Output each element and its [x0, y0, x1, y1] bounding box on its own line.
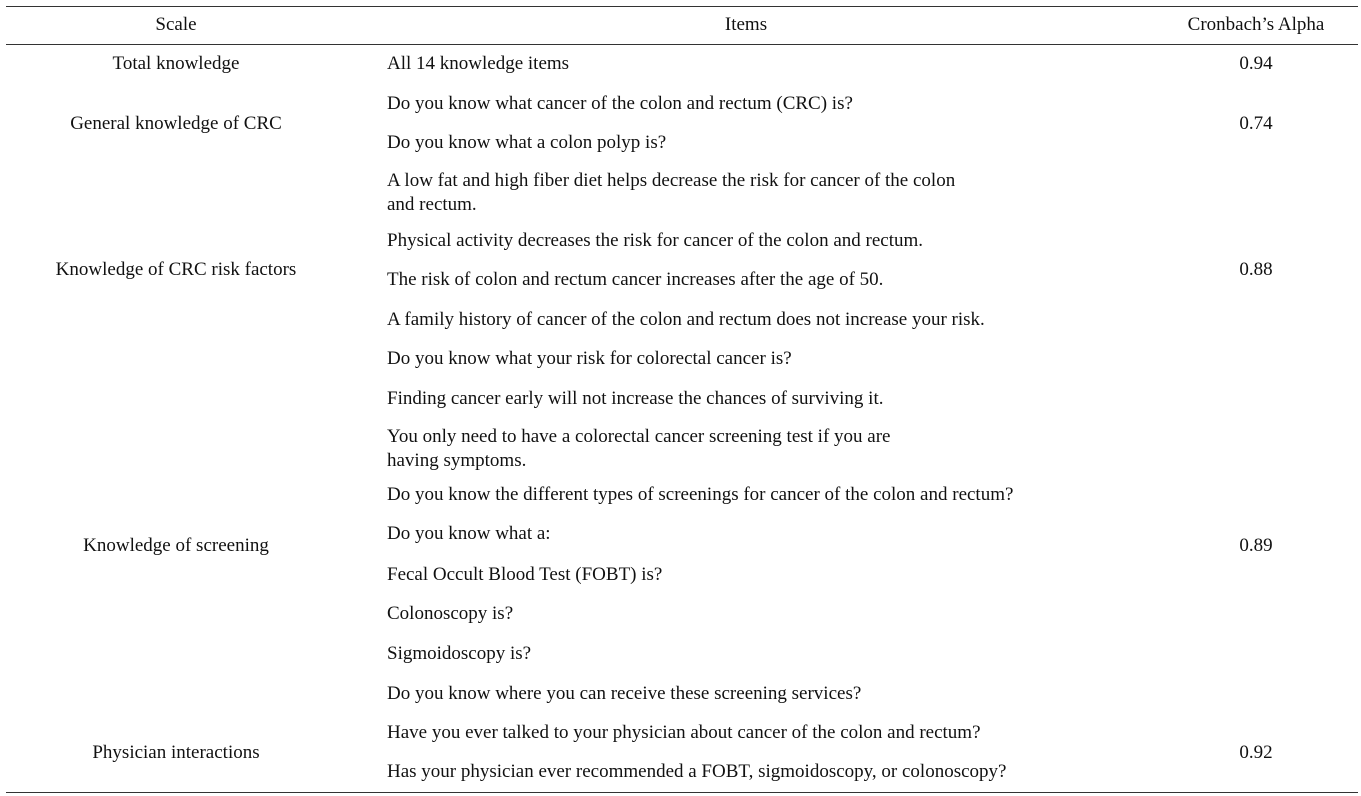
- table-bottom-rule: [6, 792, 1358, 793]
- item-row: A family history of cancer of the colon and rectum does not increase your risk.: [387, 309, 985, 330]
- scale-knowledge-crc-risk-factors: Knowledge of CRC risk factors: [55, 259, 297, 280]
- item-row: Do you know what a:: [387, 523, 551, 544]
- item-row-continued: having symptoms.: [387, 450, 527, 471]
- alpha-physician-interactions: 0.92: [1239, 742, 1273, 763]
- item-row: Do you know what cancer of the colon and rectum (CRC) is?: [387, 93, 853, 114]
- header-items: Items: [724, 14, 768, 35]
- item-row: Fecal Occult Blood Test (FOBT) is?: [387, 564, 663, 585]
- alpha-general-knowledge-crc: 0.74: [1239, 113, 1273, 134]
- item-row: Do you know what a colon polyp is?: [387, 132, 667, 153]
- item-row: Do you know what your risk for colorectal cancer is?: [387, 348, 792, 369]
- header-cronbachs-alpha: Cronbach’s Alpha: [1187, 14, 1325, 35]
- item-row: Do you know the different types of screenings for cancer of the colon and rectum?: [387, 484, 1014, 505]
- alpha-knowledge-of-screening: 0.89: [1239, 535, 1273, 556]
- scale-general-knowledge-crc: General knowledge of CRC: [70, 113, 282, 134]
- table-top-rule: [6, 6, 1358, 7]
- table-header-rule: [6, 44, 1358, 45]
- scale-physician-interactions: Physician interactions: [92, 742, 260, 763]
- item-row: Colonoscopy is?: [387, 603, 514, 624]
- item-row: Have you ever talked to your physician about cancer of the colon and rectum?: [387, 722, 981, 743]
- item-row: A low fat and high fiber diet helps decrease the risk for cancer of the colon: [387, 170, 956, 191]
- item-row: You only need to have a colorectal cancer screening test if you are: [387, 426, 891, 447]
- item-row: Physical activity decreases the risk for cancer of the colon and rectum.: [387, 230, 924, 251]
- item-row-continued: and rectum.: [387, 194, 477, 215]
- item-row: Do you know where you can receive these screening services?: [387, 683, 862, 704]
- item-row: Finding cancer early will not increase the chances of surviving it.: [387, 388, 884, 409]
- item-row: Sigmoidoscopy is?: [387, 643, 532, 664]
- header-scale: Scale: [155, 14, 197, 35]
- scale-total-knowledge: Total knowledge: [112, 53, 240, 74]
- item-row: All 14 knowledge items: [387, 53, 570, 74]
- item-row: The risk of colon and rectum cancer increases after the age of 50.: [387, 269, 884, 290]
- item-row: Has your physician ever recommended a FOBT, sigmoidoscopy, or colonoscopy?: [387, 761, 1007, 782]
- alpha-knowledge-crc-risk-factors: 0.88: [1239, 259, 1273, 280]
- alpha-total-knowledge: 0.94: [1239, 53, 1273, 74]
- scale-knowledge-of-screening: Knowledge of screening: [83, 535, 269, 556]
